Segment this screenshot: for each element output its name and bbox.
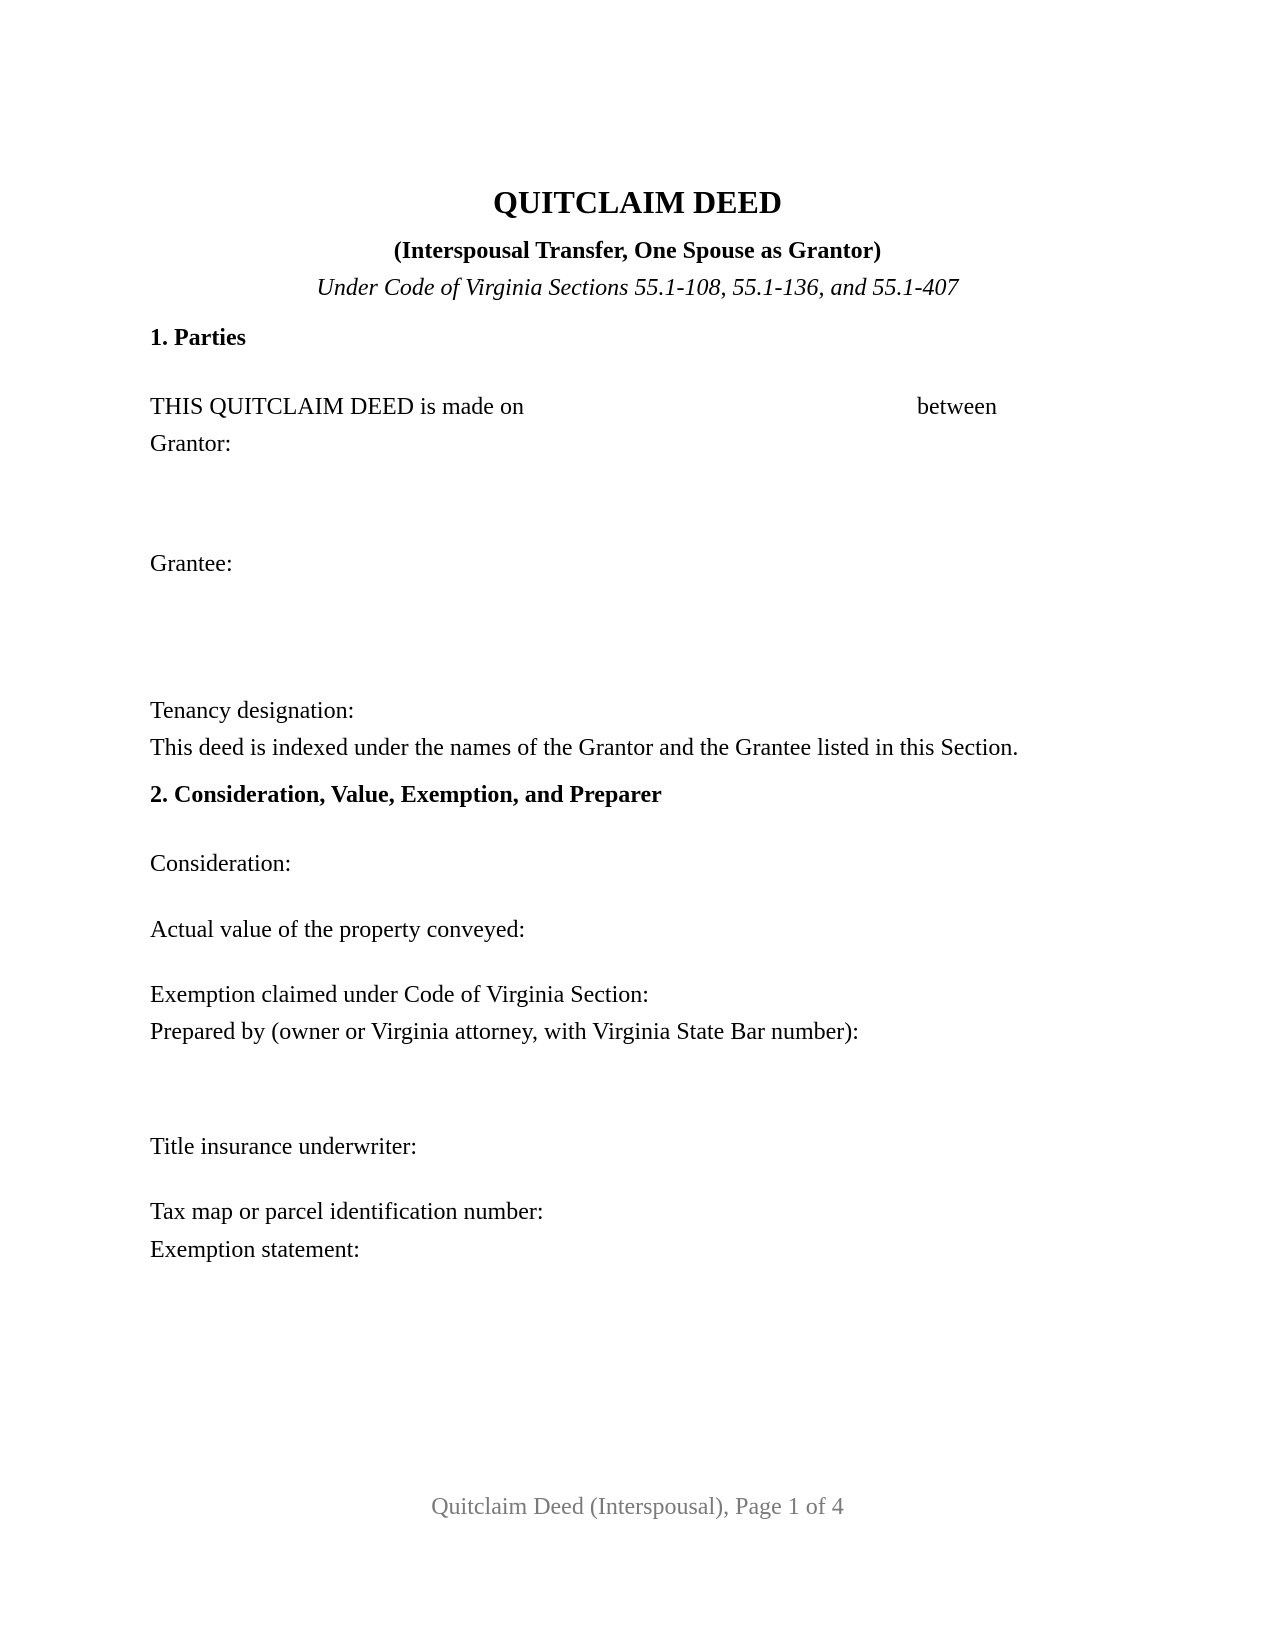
grantor-label: Grantor: xyxy=(150,431,232,457)
prepared-by-label: Prepared by (owner or Virginia attorney, with Virginia State Bar number): xyxy=(150,1019,859,1045)
section-2-heading: 2. Consideration, Value, Exemption, and Preparer xyxy=(150,782,662,808)
exemption-section-label: Exemption claimed under Code of Virginia Section: xyxy=(150,982,649,1008)
between-label: between xyxy=(917,394,997,420)
page-footer: Quitclaim Deed (Interspousal), Page 1 of 4 xyxy=(431,1494,844,1520)
index-statement: This deed is indexed under the names of the Grantor and the Grantee listed in this Section. xyxy=(150,735,1019,761)
deed-made-on-label: THIS QUITCLAIM DEED is made on xyxy=(150,394,524,420)
document-subtitle: (Interspousal Transfer, One Spouse as Grantor) xyxy=(393,238,882,264)
code-reference: Under Code of Virginia Sections 55.1-108, 55.1-136, and 55.1-407 xyxy=(316,275,959,301)
section-1-heading: 1. Parties xyxy=(150,325,246,351)
document-title: QUITCLAIM DEED xyxy=(493,184,782,220)
grantee-label: Grantee: xyxy=(150,551,233,577)
actual-value-label: Actual value of the property conveyed: xyxy=(150,917,526,943)
consideration-label: Consideration: xyxy=(150,851,292,877)
tenancy-designation-label: Tenancy designation: xyxy=(150,698,355,724)
title-insurance-label: Title insurance underwriter: xyxy=(150,1134,418,1160)
tax-map-label: Tax map or parcel identification number: xyxy=(150,1199,544,1225)
exemption-statement-label: Exemption statement: xyxy=(150,1237,360,1263)
